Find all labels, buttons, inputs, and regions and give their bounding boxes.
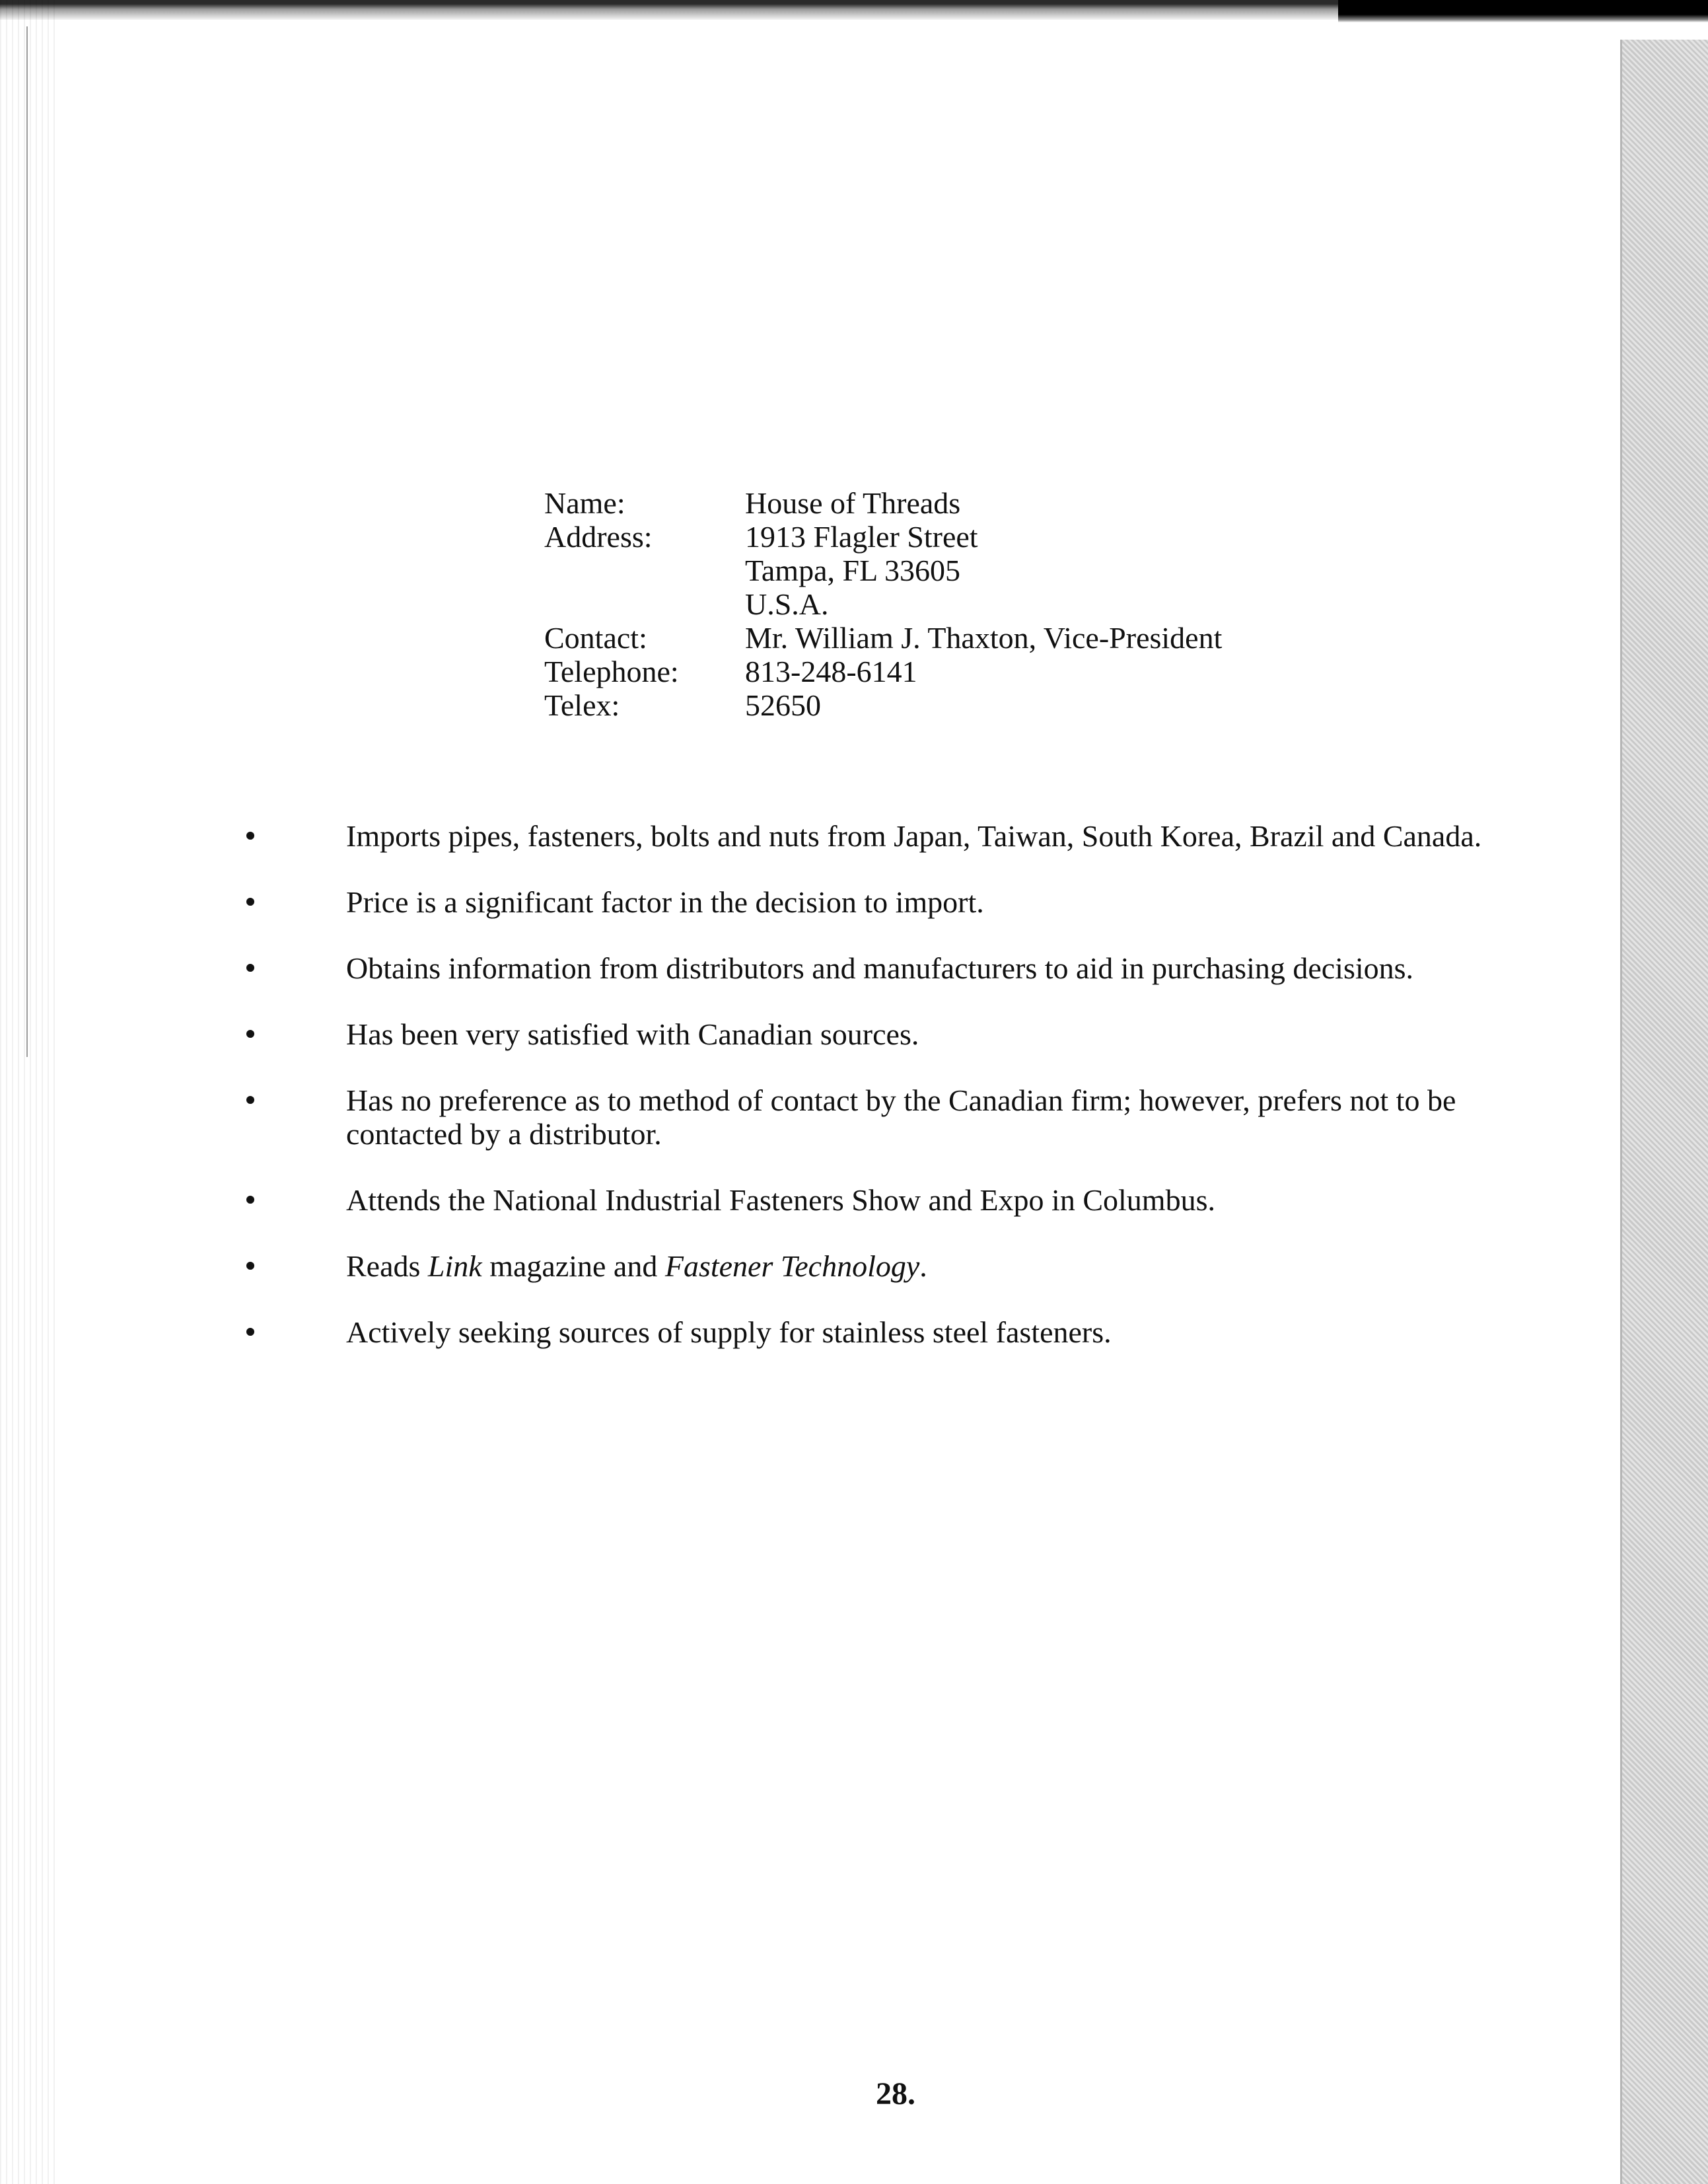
bullet-icon bbox=[246, 1196, 254, 1204]
link-magazine-title: Link bbox=[427, 1249, 482, 1283]
bullet-list bbox=[238, 819, 1526, 1381]
bullet-text: Actively seeking sources of supply for stainless steel fasteners. bbox=[346, 1315, 1112, 1349]
list-item bbox=[238, 1249, 1526, 1283]
company-info-block bbox=[544, 486, 1222, 722]
address-label: Address: bbox=[544, 520, 653, 554]
bullet-icon bbox=[246, 1262, 254, 1270]
address-row-2 bbox=[544, 554, 1222, 587]
bullet-text: Price is a significant factor in the decision to import. bbox=[346, 885, 984, 919]
bullet-icon bbox=[246, 1096, 254, 1104]
telephone-row bbox=[544, 655, 1222, 688]
scan-right-edge bbox=[1620, 40, 1708, 2184]
list-item bbox=[238, 1315, 1526, 1349]
contact-value: Mr. William J. Thaxton, Vice-President bbox=[745, 621, 1223, 655]
reads-middle: magazine and bbox=[481, 1249, 665, 1283]
telephone-label: Telephone: bbox=[544, 655, 679, 688]
name-row bbox=[544, 486, 1222, 520]
scan-left-line bbox=[26, 26, 28, 1057]
scan-top-edge-dark bbox=[1338, 0, 1708, 22]
bullet-icon bbox=[246, 832, 254, 840]
address-line-1: 1913 Flagler Street bbox=[745, 520, 978, 554]
telephone-value: 813-248-6141 bbox=[745, 655, 917, 688]
contact-row bbox=[544, 621, 1222, 655]
list-item bbox=[238, 951, 1526, 985]
page-number: 28. bbox=[876, 2076, 915, 2111]
list-item bbox=[238, 885, 1526, 919]
name-label: Name: bbox=[544, 486, 625, 520]
contact-label: Contact: bbox=[544, 621, 647, 655]
list-item bbox=[238, 1083, 1526, 1151]
bullet-icon bbox=[246, 1030, 254, 1038]
telex-value: 52650 bbox=[745, 688, 821, 722]
list-item bbox=[238, 819, 1526, 853]
name-value: House of Threads bbox=[745, 486, 961, 520]
reads-suffix: . bbox=[919, 1249, 927, 1283]
telex-row bbox=[544, 688, 1222, 722]
bullet-icon bbox=[246, 898, 254, 906]
bullet-text: Attends the National Industrial Fasteners Show and Expo in Columbus. bbox=[346, 1183, 1215, 1217]
bullet-text: Imports pipes, fasteners, bolts and nuts from Japan, Taiwan, South Korea, Brazil and Canada. bbox=[346, 819, 1482, 853]
fastener-technology-title: Fastener Technology bbox=[664, 1249, 920, 1283]
bullet-text: Obtains information from distributors and manufacturers to aid in purchasing decisions. bbox=[346, 951, 1414, 985]
bullet-text: Has no preference as to method of contact by the Canadian firm; however, prefers not to be contacted by a distributor. bbox=[346, 1083, 1456, 1151]
address-line-2: Tampa, FL 33605 bbox=[745, 554, 960, 587]
bullet-icon bbox=[246, 964, 254, 972]
bullet-icon bbox=[246, 1328, 254, 1336]
list-item bbox=[238, 1017, 1526, 1051]
bullet-text-reads bbox=[346, 1249, 927, 1283]
address-line-3: U.S.A. bbox=[745, 587, 829, 621]
bullet-text: Has been very satisfied with Canadian sources. bbox=[346, 1017, 919, 1051]
address-row-3 bbox=[544, 587, 1222, 621]
reads-prefix: Reads bbox=[346, 1249, 428, 1283]
telex-label: Telex: bbox=[544, 688, 620, 722]
address-row bbox=[544, 520, 1222, 554]
scan-left-edge bbox=[0, 0, 59, 2184]
list-item bbox=[238, 1183, 1526, 1217]
